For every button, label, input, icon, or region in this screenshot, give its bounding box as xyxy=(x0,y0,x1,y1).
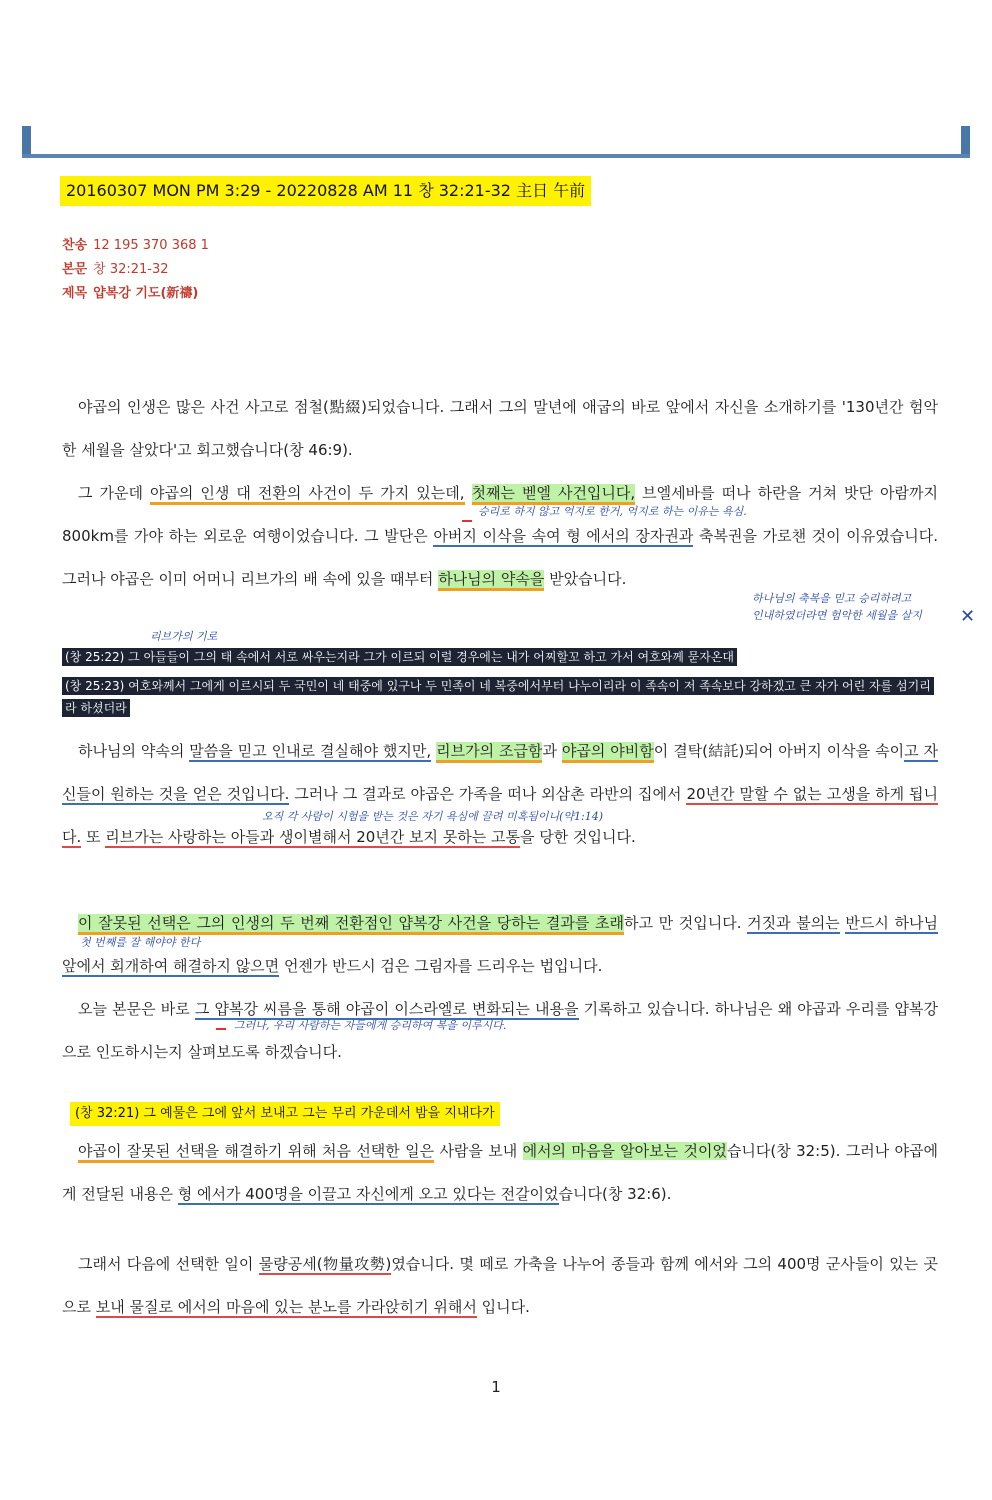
meta-title xyxy=(62,282,198,301)
text-run: 또 xyxy=(81,828,106,846)
meta-key: 찬송 xyxy=(62,238,88,253)
verse-gen-32-21: (창 32:21) 그 예물은 그에 앞서 보내고 그는 무리 가운데서 밤을 지내다가 xyxy=(70,1102,500,1126)
underlined-phrase: 야곱의 인생 대 전환의 사건이 두 가지 있는데, xyxy=(150,484,465,505)
header-rule xyxy=(22,154,970,158)
highlighted-phrase: 리브가의 조급함 xyxy=(436,742,542,763)
handwritten-note: 오직 각 사람이 시험을 받는 것은 자기 욕심에 끌려 미혹됨이니(약1:14) xyxy=(262,810,604,823)
text-run: 습니다(창 32:6). xyxy=(558,1185,672,1203)
meta-value: 12 195 370 368 1 xyxy=(93,238,209,253)
underlined-phrase: 그 얍복강 씨름을 통해 야곱이 이스라엘로 변화되는 내용을 xyxy=(194,1000,579,1018)
underlined-phrase: 야곱이 잘못된 선택을 해결하기 위해 처음 선택한 일은 xyxy=(78,1142,434,1163)
text-run: 하고 만 것입니다. xyxy=(623,914,748,932)
text-run: 오늘 본문은 바로 xyxy=(78,1000,195,1018)
underlined-phrase: 보내 물질로 에서의 마음에 있는 분노를 가라앉히기 위해서 xyxy=(95,1298,477,1316)
paragraph-3 xyxy=(62,730,938,859)
verse-gen-25-22 xyxy=(62,646,938,668)
underlined-phrase: 말씀을 믿고 인내로 결실해야 했지만, xyxy=(189,742,432,760)
underlined-phrase: 아버지 이삭을 속여 형 에서의 장자권과 xyxy=(433,527,694,545)
underlined-phrase: 형 에서가 400명을 이끌고 자신에게 오고 있다는 전갈이었 xyxy=(177,1185,559,1203)
highlighted-phrase: 이 잘못된 선택은 그의 인생의 두 번째 전환점인 얍복강 사건을 당하는 결과를 초래 xyxy=(78,914,624,935)
highlighted-phrase: 야곱의 야비함 xyxy=(562,742,654,763)
text-run: 받았습니다. xyxy=(544,570,627,588)
handwritten-note: 리브가의 기로 xyxy=(150,630,218,643)
meta-key: 본문 xyxy=(62,262,88,277)
paragraph-6 xyxy=(62,1130,938,1216)
text-run: 사람을 보내 xyxy=(434,1142,523,1160)
text-run: 습니다(창 32:5). 그러나 야곱에게 전달된 내용은 xyxy=(62,1142,938,1203)
handwritten-note: 하나님의 축복을 믿고 승리하려고 xyxy=(752,592,912,605)
underlined-phrase: 리브가는 사랑하는 아들과 생이별해서 20년간 보지 못하는 고통 xyxy=(105,828,521,846)
x-mark-icon: ✕ xyxy=(960,606,976,627)
handwritten-note: 인내하였더라면 험악한 세월을 살지 xyxy=(752,609,922,622)
text-run: 축복권을 가로챈 것이 이유였습니다. 그러나 야곱은 이미 어머니 리브가의 배 속에 있을 때부터 xyxy=(62,527,938,588)
meta-hymn xyxy=(62,234,209,253)
verse-text: (창 25:23) 여호와께서 그에게 이르시되 두 국민이 네 태중에 있구나 두 민족이 네 복중에서부터 나누이리라 이 족속이 저 족속보다 강하겠고 큰 자가 어린 자를 섬기리라 하셨더라 xyxy=(62,677,934,717)
handwritten-note: 그러나, 우리 사람하는 자들에게 승리하여 복을 이루시다. xyxy=(234,1019,507,1032)
text-run xyxy=(465,484,472,502)
text-run: 브엘세바를 떠나 하란을 거쳐 밧단 아람까지 800km를 가야 하는 외로운 여행이었습니다. 그 발단은 xyxy=(62,484,938,545)
date-header: 20160307 MON PM 3:29 - 20220828 AM 11 창 32:21-32 主日 午前 xyxy=(60,176,591,206)
handwritten-note: 첫 번째를 잘 해야야 한다 xyxy=(80,936,201,949)
meta-value: 얍복강 기도(新禱) xyxy=(93,286,199,301)
text-run: 그 가운데 xyxy=(78,484,150,502)
paragraph-2 xyxy=(62,472,938,601)
text-run: 언젠가 반드시 검은 그림자를 드리우는 법입니다. xyxy=(279,957,603,975)
underlined-phrase: 고 자신들이 원하는 것을 얻은 것입니다. xyxy=(62,742,938,803)
verse-text: (창 25:22) 그 아들들이 그의 태 속에서 서로 싸우는지라 그가 이르되 이럴 경우에는 내가 어찌할꼬 하고 가서 여호와께 묻자온대 xyxy=(62,648,737,666)
text-run: 입니다. xyxy=(476,1298,530,1316)
text-run: 하나님의 약속의 xyxy=(78,742,190,760)
pen-dash-mark xyxy=(216,1028,226,1030)
underlined-phrase: 반드시 하나님 앞에서 회개하여 해결하지 않으면 xyxy=(62,914,938,975)
highlighted-phrase: 에서의 마음을 알아보는 것이었 xyxy=(522,1142,727,1160)
paragraph-1: 야곱의 인생은 많은 사건 사고로 점철(點綴)되었습니다. 그래서 그의 말년에 애굽의 바로 앞에서 자신을 소개하기를 '130년간 험악한 세월을 살았다'고 회고했습니다(창 46:9). xyxy=(62,398,938,459)
text-run: 과 xyxy=(542,742,562,760)
text-run: 그러나 그 결과로 야곱은 가족을 떠나 외삼촌 라반의 집에서 xyxy=(289,785,687,803)
underlined-phrase: 거짓과 불의는 xyxy=(747,914,840,932)
text-run: 을 당한 것입니다. xyxy=(520,828,636,846)
page-number: 1 xyxy=(491,1378,501,1396)
text-run: 그래서 다음에 선택한 일이 xyxy=(78,1255,259,1273)
text-run: 였습니다. 몇 떼로 가축을 나누어 종들과 함께 에서와 그의 400명 군사들이 있는 곳으로 xyxy=(62,1255,939,1316)
text-run: 기록하고 있습니다. 하나님은 왜 야곱과 우리를 얍복강으로 인도하시는지 살펴보도록 하겠습니다. xyxy=(62,1000,938,1061)
text-run: 이 결탁(結託)되어 아버지 이삭을 속이 xyxy=(653,742,905,760)
highlighted-phrase: 첫째는 벧엘 사건입니다, xyxy=(472,484,636,505)
meta-value: 창 32:21-32 xyxy=(93,262,169,277)
paragraph-7 xyxy=(62,1243,938,1329)
pen-dash-mark xyxy=(462,520,472,522)
verse-gen-25-23 xyxy=(62,675,938,719)
meta-text xyxy=(62,258,169,277)
highlighted-phrase: 하나님의 약속을 xyxy=(438,570,544,591)
meta-key: 제목 xyxy=(62,286,88,301)
underlined-phrase: 20년간 말할 수 없는 고생을 하게 됩니다. xyxy=(62,785,938,846)
underlined-phrase: 물량공세(物量攻勢) xyxy=(258,1255,392,1273)
handwritten-note: 승리로 하지 않고 억지로 한거, 억지로 하는 이유는 욕심. xyxy=(478,505,747,518)
